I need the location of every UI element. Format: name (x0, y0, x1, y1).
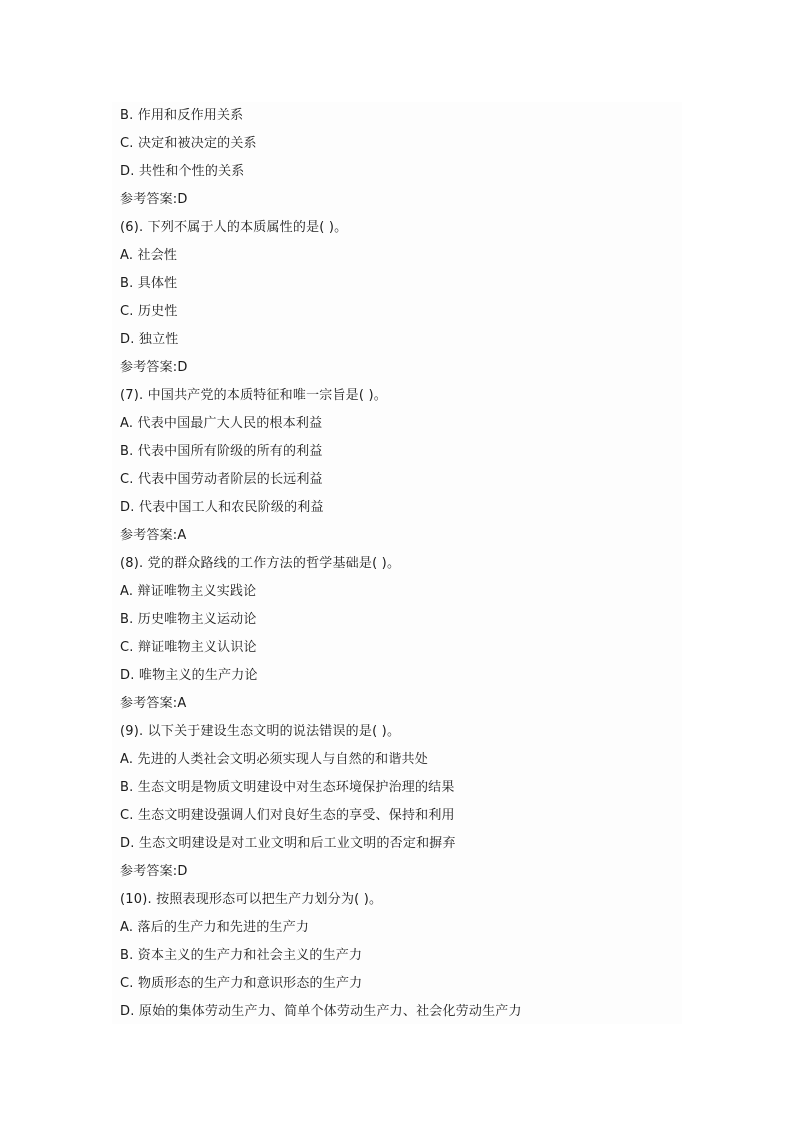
answer-line: 参考答案:D (120, 864, 188, 879)
option-d: D. 生态文明建设是对工业文明和后工业文明的否定和摒弃 (120, 836, 456, 851)
option-c: C. 辩证唯物主义认识论 (120, 640, 257, 655)
option-d: D. 共性和个性的关系 (120, 164, 245, 179)
answer-line: 参考答案:A (120, 528, 187, 543)
option-b: B. 作用和反作用关系 (120, 108, 244, 123)
option-b: B. 资本主义的生产力和社会主义的生产力 (120, 948, 363, 963)
option-c: C. 物质形态的生产力和意识形态的生产力 (120, 976, 363, 991)
question-9: (9). 以下关于建设生态文明的说法错误的是( )。 (120, 724, 401, 739)
option-b: B. 具体性 (120, 276, 178, 291)
question-6: (6). 下列不属于人的本质属性的是( )。 (120, 220, 348, 235)
option-d: D. 唯物主义的生产力论 (120, 668, 258, 683)
answer-line: 参考答案:D (120, 360, 188, 375)
option-a: A. 先进的人类社会文明必须实现人与自然的和谐共处 (120, 752, 428, 767)
option-a: A. 落后的生产力和先进的生产力 (120, 920, 310, 935)
option-b: B. 历史唯物主义运动论 (120, 612, 257, 627)
option-b: B. 生态文明是物质文明建设中对生态环境保护治理的结果 (120, 780, 455, 795)
question-list (112, 102, 682, 1024)
answer-line: 参考答案:A (120, 696, 187, 711)
option-c: C. 历史性 (120, 304, 178, 319)
answer-line: 参考答案:D (120, 192, 188, 207)
option-d: D. 原始的集体劳动生产力、简单个体劳动生产力、社会化劳动生产力 (120, 1004, 522, 1019)
question-10: (10). 按照表现形态可以把生产力划分为( )。 (120, 892, 383, 907)
option-a: A. 辩证唯物主义实践论 (120, 584, 257, 599)
option-b: B. 代表中国所有阶级的所有的利益 (120, 444, 323, 459)
option-a: A. 代表中国最广大人民的根本利益 (120, 416, 323, 431)
option-a: A. 社会性 (120, 248, 178, 263)
question-7: (7). 中国共产党的本质特征和唯一宗旨是( )。 (120, 388, 387, 403)
option-d: D. 代表中国工人和农民阶级的利益 (120, 500, 324, 515)
option-c: C. 决定和被决定的关系 (120, 136, 257, 151)
option-c: C. 生态文明建设强调人们对良好生态的享受、保持和利用 (120, 808, 455, 823)
option-c: C. 代表中国劳动者阶层的长远利益 (120, 472, 323, 487)
question-8: (8). 党的群众路线的工作方法的哲学基础是( )。 (120, 556, 401, 571)
option-d: D. 独立性 (120, 332, 179, 347)
